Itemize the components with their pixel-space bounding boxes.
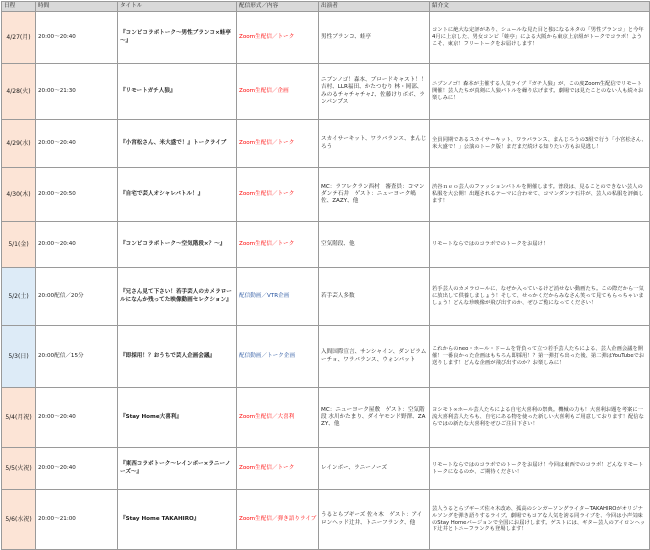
row-time: 20:00～20:40 [36, 388, 118, 448]
row-date: 4/28(火) [2, 64, 36, 120]
header-row [2, 2, 650, 12]
row-format: Zoom生配信／トーク [237, 120, 319, 168]
header-title: タイトル [118, 2, 237, 12]
row-date: 5/3(日) [2, 326, 36, 388]
row-intro: リモートならではのコラボでのトークをお届け！ [430, 222, 650, 268]
row-cast: 入間国際宣言、サンシャイン、ダンビラムーチョ、ワラバランス、ウォンバット [319, 326, 430, 388]
row-format: 配信動画／VTR企画 [237, 268, 319, 326]
row-intro: コントに絶大な定評があり、シュールな見た目と独になるネタの「男性ブランコ」と今年4月に上京した、男女コンビ「蛙亭」による大阪から東京上京組がトークでコラボ！ようこそ、東京！フリートークをお届けします！ [430, 12, 650, 64]
row-intro: 芸人うるとらブギーズ佐々木改め、孤高のシンガーソングライターTAKAHIROがオリジナルソングを弾き語りするライブ。劇場でもコアな人気を誇る同ライブを、今回は小声気味のStay Homeバージョンで全国にお届けします。ゲストには、ギター芸人のアイロンヘッド辻井とトニーフランクも登場します！ [430, 490, 650, 550]
row-format: Zoom生配信／トーク [237, 448, 319, 490]
table-row [2, 326, 650, 388]
row-format: Zoom生配信／トーク [237, 12, 319, 64]
table-row [2, 168, 650, 222]
row-title: 『Stay Home TAKAHIRO』 [118, 490, 237, 550]
row-title: 『コンビコラボトーク～男性ブランコ×蛙亭～』 [118, 12, 237, 64]
row-cast: 男性ブランコ、蛙亭 [319, 12, 430, 64]
header-time: 時間 [36, 2, 118, 12]
row-intro: 全員同期であるスカイサーキット、ワラバランス、まんじろうの3組で行う「小宮松さん、米大盛で！」公演のトーク版！まだまだ続ける知りたい方もお見逃し！ [430, 120, 650, 168]
schedule-table [1, 1, 650, 550]
row-intro: ヨシモト∞ホール芸人たちによる自宅大喜利の祭典。機械の力も！大喜利お題を考案に一流大喜利芸人たちも、自宅にある物を使った新しい大喜利もご用意しております！配信ならではの新たな大喜利をぜひご注目下さい！ [430, 388, 650, 448]
row-cast: うるとらブギーズ 佐々木 ゲスト：アイロンヘッド辻井、トニーフランク、他 [319, 490, 430, 550]
row-cast: 空気階段、他 [319, 222, 430, 268]
row-format: 配信動画／トーク企画 [237, 326, 319, 388]
row-date: 5/2(土) [2, 268, 36, 326]
row-date: 4/30(木) [2, 168, 36, 222]
row-title: 『即採用！？おうちで芸人企画会議』 [118, 326, 237, 388]
row-title: 『コンビコラボトーク～空気階段×？～』 [118, 222, 237, 268]
row-cast: レインボー、ラニーノーズ [319, 448, 430, 490]
row-title: 『東西コラボトーク～レインボー×ラニーノーズ～』 [118, 448, 237, 490]
row-date: 4/29(水) [2, 120, 36, 168]
row-time: 20:00～20:40 [36, 12, 118, 64]
row-intro: これからのneo・ホール・ドームを背負って立つ若手芸人たちによる、芸人企画会議を開催！一番良かった企画はもちろん即採用！？第一弾打ち出った後、第二弾はYouTubeでお送りします！どんな企画が飛び出すのか？お楽しみに！ [430, 326, 650, 388]
row-format: Zoom生配信／トーク [237, 168, 319, 222]
row-time: 20:00～20:40 [36, 120, 118, 168]
row-title: 『兄さん見て下さい！若手芸人のカメラロールになんか残ってた映像動画セレクション』 [118, 268, 237, 326]
row-title: 『小宮松さん、米大盛で！』トークライブ [118, 120, 237, 168]
row-cast: スカイサーキット、ワラバランス、まんじろう [319, 120, 430, 168]
table-row [2, 222, 650, 268]
row-cast: ニブンノゴ！森本、ブロードキャスト！！吉村、LLR福田、かたつむり 林・岡部、みのるチャチャチャ♪、佐藤けりボボ、ランパンプス [319, 64, 430, 120]
row-intro: ニブンノゴ！森本が主催する人気ライブ『ガチ人狼』が、この度Zoom生配信でリモート開催！芸人たちが真剣に人狼バトルを繰り広げます。劇場では見たことのない人も続々お楽しみに！ [430, 64, 650, 120]
row-format: Zoom生配信／大喜利 [237, 388, 319, 448]
row-format: Zoom生配信／弾き語りライブ [237, 490, 319, 550]
row-cast: MC：ニューヨーク屋敷 ゲスト：空気階段 水川かたまり、ダイヤモンド野澤、ZAZY、他 [319, 388, 430, 448]
table-row [2, 12, 650, 64]
row-title: 『自宅で芸人オシャレバトル！』 [118, 168, 237, 222]
row-title: 『リモートガチ人狼』 [118, 64, 237, 120]
table-row [2, 490, 650, 550]
row-title: 『Stay Home大喜利』 [118, 388, 237, 448]
row-intro: リモートならではのコラボでのトークをお届け！今回は東西でのコラボ！どんなリモートトークになるのか、ご期待ください！ [430, 448, 650, 490]
row-date: 5/5(火祝) [2, 448, 36, 490]
table-row [2, 388, 650, 448]
row-time: 20:00～21:30 [36, 64, 118, 120]
row-time: 20:00配信／20分 [36, 268, 118, 326]
row-format: Zoom生配信／トーク [237, 222, 319, 268]
table-row [2, 448, 650, 490]
row-date: 5/1(金) [2, 222, 36, 268]
table-row [2, 268, 650, 326]
row-date: 5/6(水祝) [2, 490, 36, 550]
row-time: 20:00～20:50 [36, 168, 118, 222]
table-row [2, 120, 650, 168]
row-date: 4/27(月) [2, 12, 36, 64]
row-time: 20:00～21:00 [36, 490, 118, 550]
header-cast: 出演者 [319, 2, 430, 12]
row-intro: 渋谷ｎｅｏ芸人のファッションバトルを開催します。普段は、見ることのできない芸人の私服を大公開！出題されるテーマに合わせて、コマンダンテ石井が、芸人の私服を評価します！ [430, 168, 650, 222]
table-row [2, 64, 650, 120]
header-format: 配信形式／内容 [237, 2, 319, 12]
row-time: 20:00配信／15分 [36, 326, 118, 388]
row-intro: 若手芸人のカメラロールに、なぜか入っているけど消せない動画たち。この際だから一気に放出して供養しましょう！そして、せっかくだからみなさん笑って見てもらっちゃいましょう！どんな珍映像が飛び出すのか、ぜひご覧になってください！ [430, 268, 650, 326]
header-date: 日程 [2, 2, 36, 12]
header-intro: 紹介文 [430, 2, 650, 12]
row-cast: MC：ラフレクラン西村 審査員：コマンダンテ石井 ゲスト：ニューヨーク嶋佐、ZAZY、他 [319, 168, 430, 222]
row-time: 20:00～20:40 [36, 448, 118, 490]
row-cast: 若手芸人多数 [319, 268, 430, 326]
row-date: 5/4(月祝) [2, 388, 36, 448]
row-time: 20:00～20:40 [36, 222, 118, 268]
row-format: Zoom生配信／企画 [237, 64, 319, 120]
